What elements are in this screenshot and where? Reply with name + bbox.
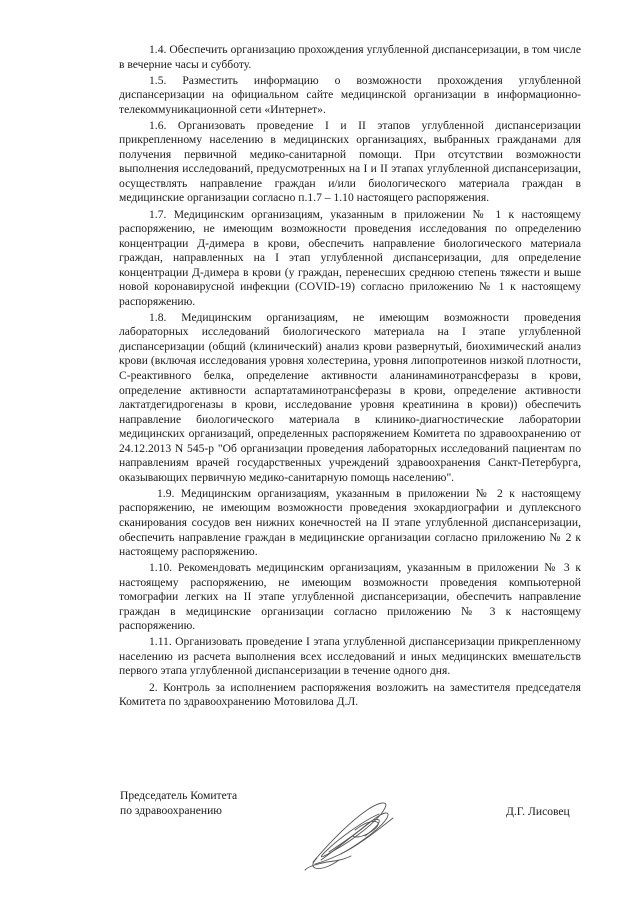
paragraph-1-9: 1.9. Медицинским организациям, указанным в приложении № 2 к настоящему распоряжению, не имеющим возможности проведения эхокардиографии и дуплексного сканирования сосудов вен нижних конечностей на II этапе углубленной диспансеризации, обеспечить направление граждан в медицинские организации согласно приложению № 2 к настоящему распоряжению.	[119, 486, 581, 559]
paragraph-1-11: 1.11. Организовать проведение I этапа углубленной диспансеризации прикрепленному населению из расчета выполнения всех исследований и иных медицинских вмешательств первого этапа углубленной диспансеризации в течение одного дня.	[119, 635, 581, 678]
document-body	[119, 43, 581, 711]
paragraph-1-5: 1.5. Разместить информацию о возможности прохождения углубленной диспансеризации на официальном сайте медицинской организации в информационно-телекоммуникационной сети «Интернет».	[119, 73, 581, 116]
signatory-title	[120, 788, 237, 818]
paragraph-1-8: 1.8. Медицинским организациям, не имеющим возможности проведения лабораторных исследований биологического материала на I этапе углубленной диспансеризации (общий (клинический) анализ крови развернутый, биохимический анализ крови (включая исследования уровня холестерина, уровня липопротеинов низкой плотности, С-реактивного белка, определение активности аланинаминотрансферазы в крови, определение активности аспартатаминотрансферазы в крови, определение активности лактатдегидрогеназы в крови, исследование уровня креатинина в крови)) обеспечить направление биологического материала в клинико-диагностические лаборатории медицинских организаций, определенных распоряжением Комитета по здравоохранению от 24.12.2013 N 545-р "Об организации проведения лабораторных исследований пациентам по направлениям врачей государственных учреждений здравоохранения Санкт-Петербурга, оказывающих первичную медико-санитарную помощь населению".	[119, 310, 581, 484]
paragraph-2: 2. Контроль за исполнением распоряжения возложить на заместителя председателя Комитета по здравоохранению Мотовилова Д.Л.	[119, 680, 581, 709]
paragraph-1-7: 1.7. Медицинским организациям, указанным в приложении № 1 к настоящему распоряжению, не имеющим возможности проведения исследования по определению концентрации Д-димера в крови, обеспечить направление биологического материала граждан, направленных на I этап углубленной диспансеризации, для определение концентрации Д-димера в крови (у граждан, перенесших среднюю степень тяжести и выше новой коронавирусной инфекции (COVID-19) согласно приложению № 1 к настоящему распоряжению.	[119, 207, 581, 308]
paragraph-1-10: 1.10. Рекомендовать медицинским организациям, указанным в приложении № 3 к настоящему распоряжению, не имеющим возможности проведения компьютерной томографии легких на II этапе углубленной диспансеризации, обеспечить направление граждан в медицинские организации согласно приложению № 3 к настоящему распоряжению.	[119, 561, 581, 633]
signatory-title-line1: Председатель Комитета	[120, 789, 238, 802]
signatory-name: Д.Г. Лисовец	[506, 805, 570, 818]
paragraph-1-6: 1.6. Организовать проведение I и II этапов углубленной диспансеризации прикрепленному населению в медицинских организациях, выбранных гражданами для получения первичной медико-санитарной помощи. При отсутствии возможности выполнения исследований, предусмотренных на I и II этапах углубленной диспансеризации, осуществлять направление граждан и/или биологического материала граждан в медицинские организации согласно п.1.7 – 1.10 настоящего распоряжения.	[119, 118, 581, 205]
paragraph-1-4: 1.4. Обеспечить организацию прохождения углубленной диспансеризации, в том числе в вечерние часы и субботу.	[119, 43, 581, 71]
signatory-title-line2: по здравоохранению	[120, 804, 222, 817]
handwritten-signature	[295, 790, 407, 880]
